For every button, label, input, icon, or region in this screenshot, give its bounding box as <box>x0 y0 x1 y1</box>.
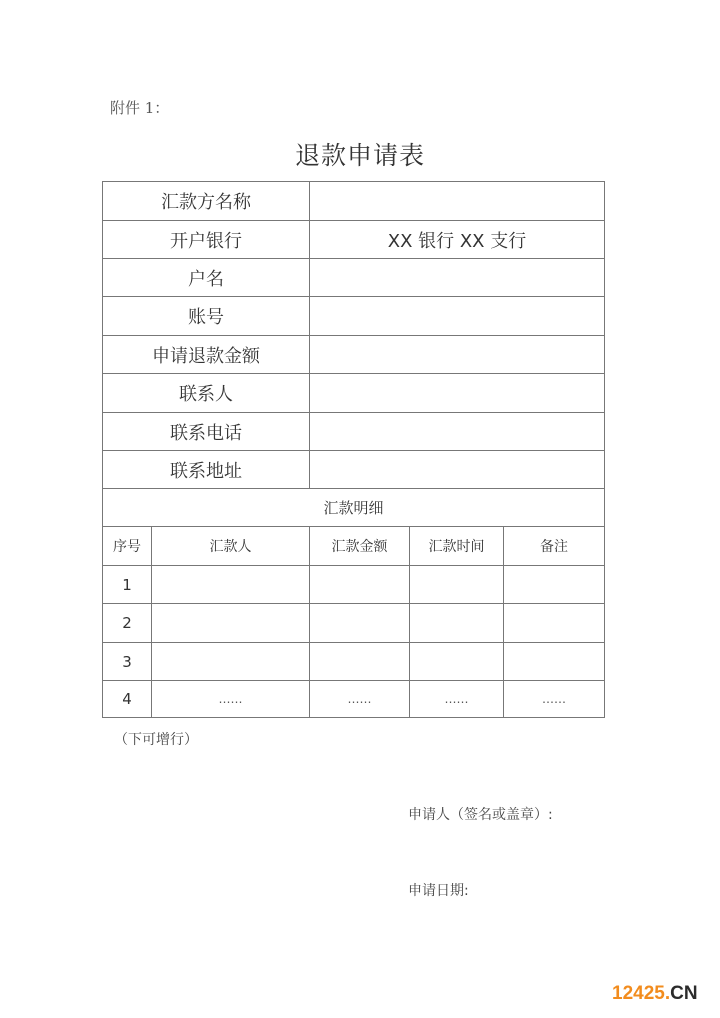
refund-form-table <box>102 181 605 718</box>
remark-cell[interactable] <box>504 566 604 603</box>
time-cell[interactable]: …… <box>410 681 504 717</box>
column-header-remark: 备注 <box>540 539 568 555</box>
field-value[interactable] <box>310 451 604 488</box>
field-value[interactable]: XX 银行 XX 支行 <box>387 230 527 252</box>
field-row-phone <box>103 413 604 451</box>
page-title: 退款申请表 <box>294 141 425 170</box>
remitter-cell[interactable] <box>152 566 310 603</box>
applicant-signature-label: 申请人（签名或盖章）: <box>408 807 553 823</box>
remark-cell[interactable] <box>504 604 604 642</box>
attachment-label: 附件 1： <box>110 99 170 117</box>
detail-row <box>103 681 604 717</box>
field-value[interactable] <box>310 259 604 296</box>
field-label: 联系地址 <box>103 451 310 488</box>
field-value[interactable] <box>310 297 604 335</box>
remark-cell[interactable]: …… <box>542 692 566 706</box>
time-cell[interactable] <box>410 604 504 642</box>
add-rows-note: （下可增行） <box>114 732 198 748</box>
column-header-amount: 汇款金额 <box>310 527 410 565</box>
detail-section-title: 汇款明细 <box>323 499 384 517</box>
detail-row <box>103 643 604 681</box>
remitter-cell[interactable]: …… <box>152 681 310 717</box>
amount-cell[interactable]: …… <box>310 681 410 717</box>
field-label: 汇款方名称 <box>103 182 310 220</box>
field-label: 账号 <box>103 297 310 335</box>
application-date-label: 申请日期: <box>408 883 469 899</box>
field-label: 户名 <box>103 259 310 296</box>
field-value[interactable] <box>310 336 604 373</box>
field-value[interactable] <box>310 182 604 220</box>
time-cell[interactable] <box>410 566 504 603</box>
watermark-number: 12425 <box>612 983 665 1004</box>
column-header-no: 序号 <box>103 527 152 565</box>
field-row-address <box>103 451 604 489</box>
field-label: 开户银行 <box>103 221 310 258</box>
row-number: 1 <box>103 566 152 603</box>
row-number: 2 <box>103 604 152 642</box>
detail-row <box>103 566 604 604</box>
field-label: 联系电话 <box>103 413 310 450</box>
amount-cell[interactable] <box>310 604 410 642</box>
time-cell[interactable] <box>410 643 504 680</box>
row-number: 3 <box>103 643 152 680</box>
amount-cell[interactable] <box>310 566 410 603</box>
remitter-cell[interactable] <box>152 604 310 642</box>
column-header-time: 汇款时间 <box>410 527 504 565</box>
field-value[interactable] <box>310 374 604 412</box>
field-label: 联系人 <box>103 374 310 412</box>
detail-section-row <box>103 489 604 527</box>
site-watermark <box>612 983 698 1005</box>
field-row-bank <box>103 221 604 259</box>
field-row-account-number <box>103 297 604 336</box>
field-row-account-name <box>103 259 604 297</box>
remark-cell[interactable] <box>504 643 604 680</box>
amount-cell[interactable] <box>310 643 410 680</box>
column-header-remitter: 汇款人 <box>152 527 310 565</box>
detail-header-row <box>103 527 604 566</box>
detail-row <box>103 604 604 643</box>
row-number: 4 <box>103 681 152 717</box>
field-label: 申请退款金额 <box>103 336 310 373</box>
watermark-suffix: CN <box>670 983 698 1004</box>
field-row-contact <box>103 374 604 413</box>
watermark-dot: . <box>664 983 671 1004</box>
field-row-refund-amount <box>103 336 604 374</box>
field-value[interactable] <box>310 413 604 450</box>
field-row-remitter-name <box>103 182 604 221</box>
remitter-cell[interactable] <box>152 643 310 680</box>
